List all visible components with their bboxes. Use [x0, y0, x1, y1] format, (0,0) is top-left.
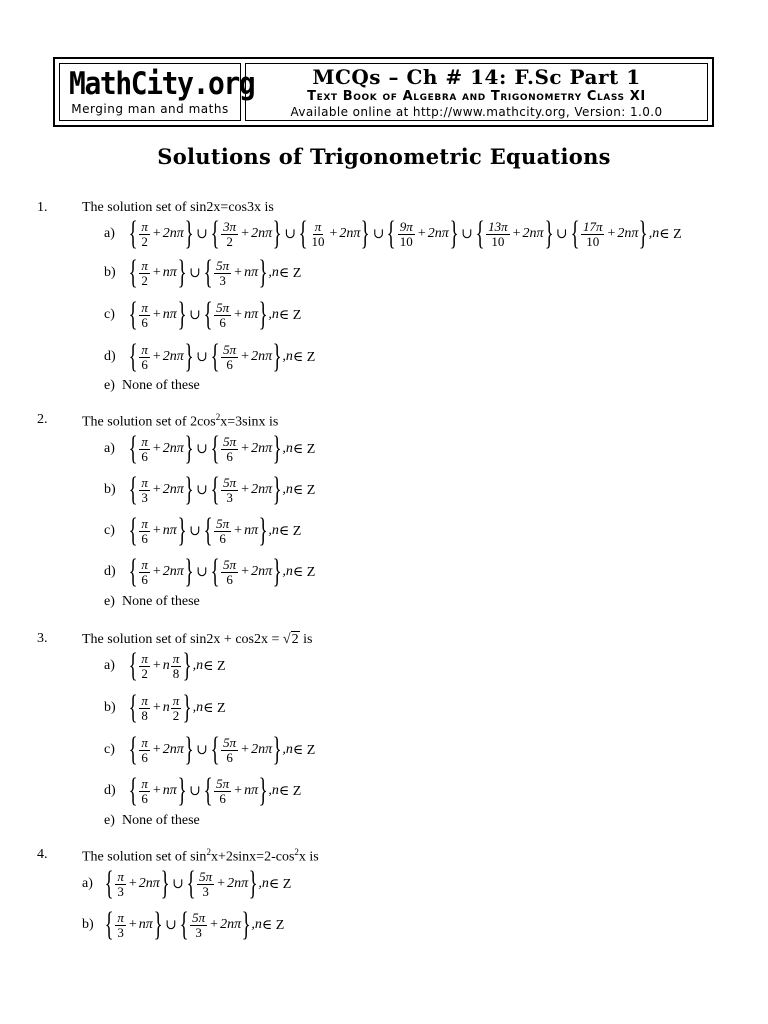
option-label: d)	[104, 564, 116, 579]
math-expression: { $\frac{\pi}{8}$ + n $\frac{\pi}{2}$ } ,n ∈ Z	[128, 689, 226, 726]
option-math	[104, 908, 284, 942]
option-math	[128, 432, 315, 466]
option-math	[128, 774, 301, 808]
math-expression: { $\frac{\pi}{3}$ + nπ } ∪ { $\frac{5\pi}{3}$ + 2nπ } ,n ∈ Z	[104, 906, 285, 943]
option-math	[128, 256, 301, 290]
chapter-title: MCQs – Ch # 14: F.Sc Part 1	[312, 65, 641, 89]
info-box	[245, 63, 708, 121]
option-math	[128, 298, 301, 332]
option-label: e)	[104, 594, 115, 609]
math-expression: { $\frac{\pi}{6}$ + 2nπ } ∪ { $\frac{5\pi}{6}$ + 2nπ } ,n ∈ Z	[128, 553, 316, 590]
option-math	[128, 555, 315, 589]
question-number: 2.	[37, 412, 48, 427]
option-math	[128, 473, 315, 507]
page-title: Solutions of Trigonometric Equations	[157, 144, 611, 169]
option-math	[128, 649, 226, 683]
option-label: a)	[104, 658, 115, 673]
math-expression: { $\frac{\pi}{2}$ + nπ } ∪ { $\frac{5\pi}{3}$ + nπ } ,n ∈ Z	[128, 254, 302, 291]
math-expression: { $\frac{\pi}{2}$ + 2nπ } ∪ { $\frac{3\pi}{2}$ + 2nπ } ∪ { $\frac{\pi}{10}$ + 2nπ } ∪ { $\frac{9\pi}{10}$ + 2nπ } ∪ { $\frac{13\pi}{10}$ + 2nπ } ∪ { $\frac{17\pi}{10}$ + 2nπ } ,n ∈ Z	[128, 215, 682, 252]
question-text: The solution set of $2\cos^2x=3\sin x$ is	[82, 412, 279, 430]
question-number: 3.	[37, 631, 48, 646]
math-expression: { $\frac{\pi}{3}$ + 2nπ } ∪ { $\frac{5\pi}{3}$ + 2nπ } ,n ∈ Z	[104, 865, 292, 902]
question-text: The solution set of sin2x=cos3x is	[82, 200, 274, 215]
math-expression: { $\frac{\pi}{6}$ + 2nπ } ∪ { $\frac{5\pi}{6}$ + 2nπ } ,n ∈ Z	[128, 338, 316, 375]
option-label: c)	[104, 523, 115, 538]
math-expression: { $\frac{\pi}{6}$ + 2nπ } ∪ { $\frac{5\pi}{6}$ + 2nπ } ,n ∈ Z	[128, 430, 316, 467]
math-expression: { $\frac{\pi}{6}$ + 2nπ } ∪ { $\frac{5\pi}{6}$ + 2nπ } ,n ∈ Z	[128, 731, 316, 768]
option-text: None of these	[122, 594, 200, 609]
option-math	[128, 514, 301, 548]
option-text: None of these	[122, 813, 200, 828]
logo-box	[59, 63, 255, 121]
option-label: c)	[104, 742, 115, 757]
option-label: a)	[104, 441, 115, 456]
availability-line: Available online at http://www.mathcity.org, Version: 1.0.0	[290, 105, 663, 119]
option-math	[128, 340, 315, 374]
question-number: 1.	[37, 200, 48, 215]
option-label: b)	[104, 700, 116, 715]
option-label: e)	[104, 378, 115, 393]
math-expression: { $\frac{\pi}{6}$ + nπ } ∪ { $\frac{5\pi}{6}$ + nπ } ,n ∈ Z	[128, 512, 302, 549]
option-math	[128, 217, 682, 251]
math-expression: { $\frac{\pi}{6}$ + nπ } ∪ { $\frac{5\pi}{6}$ + nπ } ,n ∈ Z	[128, 296, 302, 333]
logo-subtitle: Merging man and maths	[71, 102, 229, 116]
option-label: e)	[104, 813, 115, 828]
question-text: The solution set of sin2x + cos2x = √ 2 is	[82, 632, 313, 647]
option-label: b)	[82, 917, 94, 932]
option-label: d)	[104, 783, 116, 798]
option-math	[104, 867, 291, 901]
option-math	[128, 691, 226, 725]
option-text: None of these	[122, 378, 200, 393]
math-expression: { $\frac{\pi}{3}$ + 2nπ } ∪ { $\frac{5\pi}{3}$ + 2nπ } ,n ∈ Z	[128, 471, 316, 508]
logo-title: MathCity.org	[69, 66, 255, 102]
book-subtitle: Text Book of Algebra and Trigonometry Class XI	[307, 89, 646, 104]
option-label: a)	[82, 876, 93, 891]
option-label: d)	[104, 349, 116, 364]
question-number: 4.	[37, 847, 48, 862]
option-label: c)	[104, 307, 115, 322]
math-expression: { $\frac{\pi}{6}$ + nπ } ∪ { $\frac{5\pi}{6}$ + nπ } ,n ∈ Z	[128, 772, 302, 809]
option-label: b)	[104, 482, 116, 497]
header-box	[53, 57, 714, 127]
option-math	[128, 733, 315, 767]
option-label: a)	[104, 226, 115, 241]
option-label: b)	[104, 265, 116, 280]
math-expression: { $\frac{\pi}{2}$ + n $\frac{\pi}{8}$ } ,n ∈ Z	[128, 647, 226, 684]
question-text: The solution set of $\sin^2x+2\sin x=2-\cos^2x$ is	[82, 847, 319, 865]
